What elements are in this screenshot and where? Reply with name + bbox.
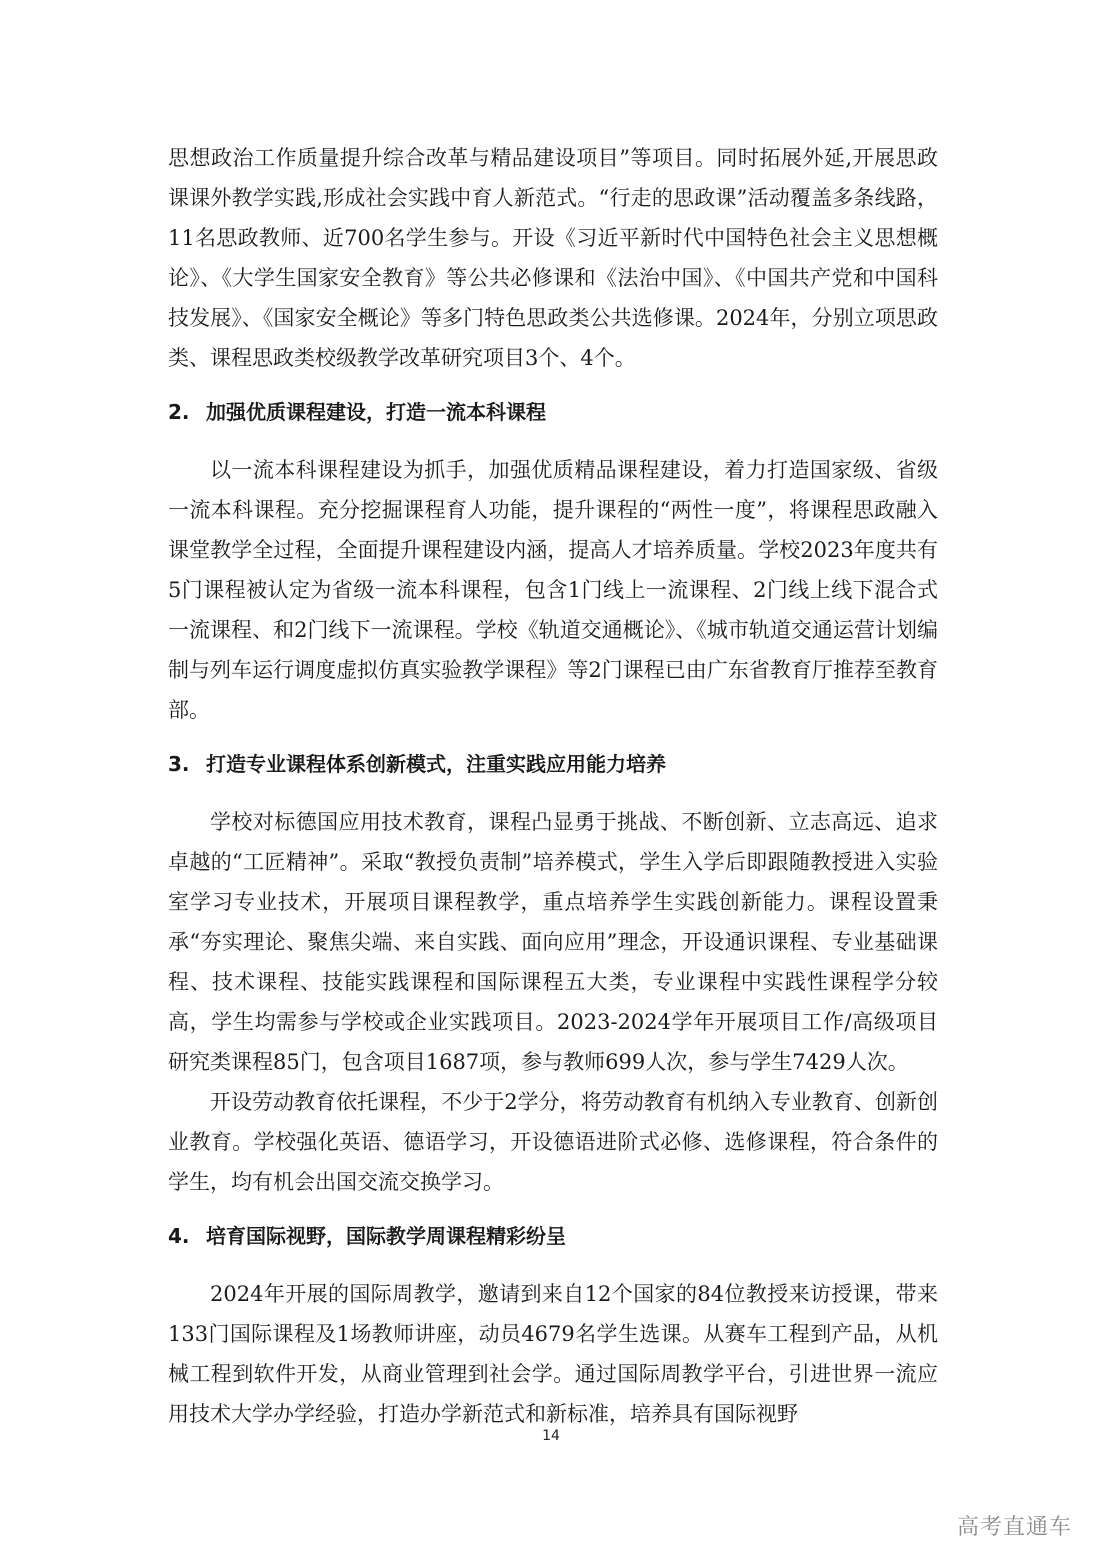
paragraph: 开设劳动教育依托课程，不少于2学分，将劳动教育有机纳入专业教育、创新创业教育。学校强化英语、德语学习，开设德语进阶式必修、选修课程，符合条件的学生，均有机会出国交流交换学习。 [168, 1090, 938, 1194]
page-content [168, 138, 938, 1434]
watermark: 高考直通车 [956, 1515, 1072, 1540]
section-title: 加强优质课程建设，打造一流本科课程 [206, 400, 546, 424]
section-number: 3. [168, 752, 190, 776]
section-heading-3 [168, 744, 938, 784]
page-number: 14 [542, 1428, 560, 1444]
section-number: 2. [168, 400, 190, 424]
paragraph: 学校对标德国应用技术教育，课程凸显勇于挑战、不断创新、立志高远、追求卓越的“工匠精神”。采取“教授负责制”培养模式，学生入学后即跟随教授进入实验室学习专业技术，开展项目课程教学，重点培养学生实践创新能力。课程设置秉承“夯实理论、聚焦尖端、来自实践、面向应用”理念，开设通识课程、专业基础课程、技术课程、技能实践课程和国际课程五大类，专业课程中实践性课程学分较高，学生均需参与学校或企业实践项目。2023-2024学年开展项目工作/高级项目研究类课程85门，包含项目1687项，参与教师699人次，参与学生7429人次。 [168, 810, 938, 1074]
section-title: 培育国际视野，国际教学周课程精彩纷呈 [206, 1224, 566, 1248]
paragraph-continued: 思想政治工作质量提升综合改革与精品建设项目”等项目。同时拓展外延,开展思政课课外教学实践,形成社会实践中育人新范式。“行走的思政课”活动覆盖多条线路，11名思政教师、近700名学生参与。开设《习近平新时代中国特色社会主义思想概论》、《大学生国家安全教育》等公共必修课和《法治中国》、《中国共产党和中国科技发展》、《国家安全概论》等多门特色思政类公共选修课。2024年，分别立项思政类、课程思政类校级教学改革研究项目3个、4个。 [168, 146, 938, 370]
section-title: 打造专业课程体系创新模式，注重实践应用能力培养 [206, 752, 666, 776]
section-number: 4. [168, 1224, 190, 1248]
section-heading-2 [168, 392, 938, 432]
section-heading-4 [168, 1216, 938, 1256]
paragraph: 2024年开展的国际周教学，邀请到来自12个国家的84位教授来访授课，带来133门国际课程及1场教师讲座，动员4679名学生选课。从赛车工程到产品，从机械工程到软件开发，从商业管理到社会学。通过国际周教学平台，引进世界一流应用技术大学办学经验，打造办学新范式和新标准，培养具有国际视野 [168, 1282, 938, 1426]
paragraph: 以一流本科课程建设为抓手，加强优质精品课程建设，着力打造国家级、省级一流本科课程。充分挖掘课程育人功能，提升课程的“两性一度”，将课程思政融入课堂教学全过程，全面提升课程建设内涵，提高人才培养质量。学校2023年度共有5门课程被认定为省级一流本科课程，包含1门线上一流课程、2门线上线下混合式一流课程、和2门线下一流课程。学校《轨道交通概论》、《城市轨道交通运营计划编制与列车运行调度虚拟仿真实验教学课程》等2门课程已由广东省教育厅推荐至教育部。 [168, 458, 938, 722]
